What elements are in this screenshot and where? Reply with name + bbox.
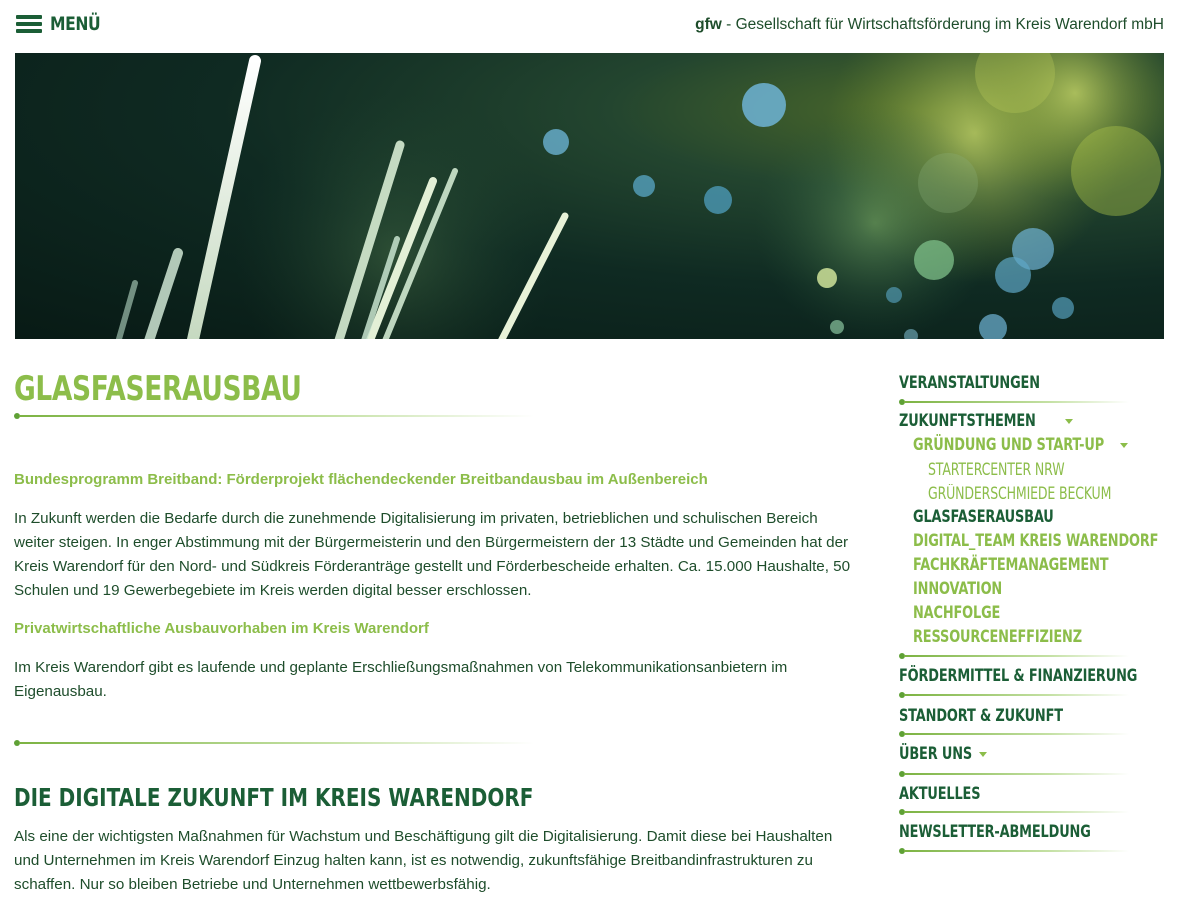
site-title[interactable]	[695, 16, 1164, 34]
nav-label: STARTERCENTER NRW	[928, 460, 1065, 479]
main-content	[14, 360, 874, 409]
site-title-abbr: gfw	[695, 16, 722, 33]
nav-newsletter[interactable]	[899, 822, 1151, 842]
chevron-down-icon	[979, 752, 987, 757]
chevron-down-icon	[1065, 419, 1073, 424]
nav-divider	[899, 809, 1129, 815]
section2-line: Eigenausbau.	[14, 683, 107, 700]
nav-foerdermittel[interactable]	[899, 666, 1184, 686]
section3-heading: DIE DIGITALE ZUKUNFT IM KREIS WARENDORF	[14, 783, 534, 812]
nav-standort[interactable]	[899, 706, 1115, 726]
nav-veranstaltungen[interactable]	[899, 373, 1084, 393]
section1-line: Schulen und 19 Gewerbegebiete im Kreis werden digital besser erschlossen.	[14, 582, 532, 599]
section2-text	[14, 656, 884, 704]
chevron-down-icon	[1120, 443, 1128, 448]
section1-heading: Bundesprogramm Breitband: Förderprojekt flächendeckender Breitbandausbau im Außenbereich	[14, 471, 708, 488]
section1-line: weiter steigen. In enger Abstimmung mit der Bürgermeisterin und den Bürgermeistern der 13 Städte und Gemeinden hat der	[14, 534, 849, 551]
nav-ueber-uns[interactable]	[899, 744, 987, 764]
nav-divider	[899, 692, 1129, 698]
nav-glasfaserausbau[interactable]	[913, 507, 1098, 527]
nav-label: NEWSLETTER-ABMELDUNG	[899, 822, 1091, 842]
nav-label: FÖRDERMITTEL & FINANZIERUNG	[899, 666, 1138, 686]
section2-line: Im Kreis Warendorf gibt es laufende und geplante Erschließungsmaßnahmen von Telekommunikationsanbietern im	[14, 659, 788, 676]
page-title: GLASFASERAUSBAU	[14, 369, 302, 409]
nav-ressourcen[interactable]	[913, 627, 1135, 647]
fiber-optic-illustration	[15, 53, 1164, 339]
section3-line: schaffen. Nur so bleiben Betriebe und Unternehmen wettbewerbsfähig.	[14, 876, 491, 893]
title-divider	[14, 413, 534, 419]
nav-label: STANDORT & ZUKUNFT	[899, 706, 1063, 726]
menu-label: MENÜ	[50, 13, 101, 35]
nav-fachkraefte[interactable]	[913, 555, 1170, 575]
nav-label: RESSOURCENEFFIZIENZ	[913, 627, 1082, 647]
site-title-text: - Gesellschaft für Wirtschaftsförderung im Kreis Warendorf mbH	[721, 16, 1164, 33]
hamburger-icon	[16, 13, 42, 35]
nav-innovation[interactable]	[913, 579, 1030, 599]
nav-label: VERANSTALTUNGEN	[899, 373, 1040, 393]
section1-text	[14, 507, 884, 603]
nav-label: FACHKRÄFTEMANAGEMENT	[913, 555, 1109, 575]
section2-heading: Privatwirtschaftliche Ausbauvorhaben im Kreis Warendorf	[14, 620, 429, 637]
nav-divider	[899, 848, 1129, 854]
nav-aktuelles[interactable]	[899, 784, 1006, 804]
nav-label: NACHFOLGE	[913, 603, 1001, 623]
nav-zukunftsthemen[interactable]	[899, 411, 1073, 431]
menu-button[interactable]	[16, 13, 111, 35]
nav-label: GRÜNDERSCHMIEDE BECKUM	[928, 484, 1112, 503]
hero-image	[15, 53, 1164, 339]
section1-line: Kreis Warendorf für den Nord- und Südkreis Förderanträge gestellt und Förderbescheide erhalten. Ca. 15.000 Haushalte, 50	[14, 558, 851, 575]
section-divider	[14, 740, 534, 746]
nav-gruenderschmiede[interactable]	[928, 484, 1169, 504]
nav-divider	[899, 399, 1129, 405]
nav-nachfolge[interactable]	[913, 603, 1028, 623]
nav-gruendung[interactable]	[913, 435, 1128, 455]
header	[0, 0, 1184, 53]
nav-label: ÜBER UNS	[899, 744, 973, 764]
nav-label: INNOVATION	[913, 579, 1003, 599]
nav-divider	[899, 771, 1129, 777]
nav-label: ZUKUNFTSTHEMEN	[899, 411, 1036, 431]
nav-divider	[899, 653, 1129, 659]
section3-text	[14, 825, 884, 897]
nav-label: GRÜNDUNG UND START-UP	[913, 435, 1105, 455]
nav-label: DIGITAL_TEAM KREIS WARENDORF	[913, 531, 1159, 551]
nav-label: AKTUELLES	[899, 784, 981, 804]
section3-line: und Unternehmen im Kreis Warendorf Einzug halten kann, ist es notwendig, zukunftsfähige Breitbandinfrastrukturen zu	[14, 852, 813, 869]
nav-label: GLASFASERAUSBAU	[913, 507, 1054, 527]
nav-digital-team[interactable]	[913, 531, 1184, 551]
section1-line: In Zukunft werden die Bedarfe durch die zunehmende Digitalisierung im privaten, betrieblichen und schulischen Bereich	[14, 510, 818, 527]
nav-divider	[899, 731, 1129, 737]
section3-line: Als eine der wichtigsten Maßnahmen für Wachstum und Beschäftigung gilt die Digitalisierung. Damit diese bei Haushalten	[14, 828, 833, 845]
section3-heading-wrap	[14, 783, 663, 812]
nav-startercenter[interactable]	[928, 460, 1108, 480]
